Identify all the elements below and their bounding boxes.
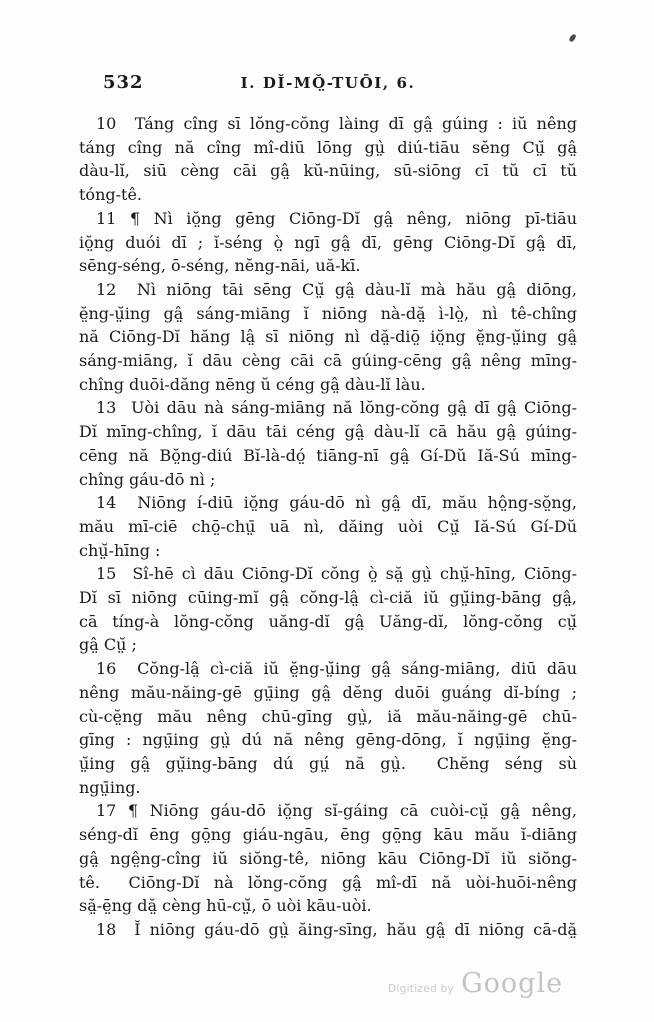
verse-line: ĕ̤ng-ṳ̆ing gâ̤ sáng-miāng ĭ niōng nà-dă̤ ì-lò̤, nì tê-chîng [79,303,577,323]
verse-line: sáng-miāng, ĭ dāu cèng cāi cā gúing-cēng gâ̤ nêng mīng- [79,351,577,371]
verse-line: 17 ¶ Niōng gáu-dō iŏ̤ng sĭ-gáing cā cuòi-cṳ̆ gâ̤ nêng, [96,801,577,821]
verse-line: gâ̤ Cṳ̆ ; [79,635,137,655]
scan-artifact-mark [569,33,577,42]
verse-line: cā tíng-à lŏng-cŏng uăng-dĭ gâ̤ Uăng-dĭ, lŏng-cŏng cṳ̆ [79,611,577,631]
verse [79,207,577,278]
verse [79,918,577,942]
verse-line: să̤-ē̤ng dă̤ cèng hū-cṳ̆, ō uòi kāu-uòi. [79,896,372,916]
verse-line: nêng mău-năing-gē gṳ̄ing gâ̤ dĕng duōi guáng dĭ-bíng ; [79,682,577,702]
verse [79,112,577,207]
verse [79,278,577,397]
verse-line: gīng : ngṳ̄ing gṳ̀ dú nă nêng gēng-dōng, ĭ ngṳ̄ing ĕ̤ng- [79,730,577,750]
page-body [79,112,577,942]
verse-line: séng-dĭ ēng gō̤ng giáu-ngāu, ēng gō̤ng kāu mău ĭ-diāng [79,825,577,845]
verse-line: chîng gáu-dō nì ; [79,469,216,489]
verse-line: 11 ¶ Nì iŏ̤ng gēng Ciōng-Dĭ gâ̤ nêng, niōng pī-tiāu [96,208,577,228]
verse-line: Dĭ sī niōng cūing-mĭ gâ̤ cŏng-lâ̤ cì-ciă iŭ gṳ̆ing-bāng gâ̤, [79,588,577,608]
verse-line: cēng nă Bŏ̤ng-diú Bĭ-là-dó̤ tiāng-nī gâ̤ Gí-Dŭ Iă-Sú mīng- [79,445,577,465]
verse-line: tê. Ciōng-Dĭ nà lŏng-cŏng gâ̤ mî-dī nă uòi-huōi-nêng [79,872,577,892]
verse-line: 14 Niōng í-diū iŏ̤ng gáu-dō nì gâ̤ dī, mău hô̤ng-sŏ̤ng, [96,493,577,513]
verse-line: Dĭ mīng-chîng, ĭ dāu tāi céng gâ̤ dàu-lĭ cā hău gâ̤ gúing- [79,422,577,442]
verse-line: táng cîng nă cîng mî-diū lōng gṳ̀ diú-tiāu sĕng Cṳ̆ gâ̤ [79,137,577,157]
verse-line: gâ̤ ngê̤ng-cîng iŭ siŏng-tê, niōng kāu Ciōng-Dĭ iŭ siŏng- [79,848,577,868]
verse-line: 13 Uòi dāu nà sáng-miāng nă lŏng-cŏng gâ̤ dī gâ̤ Ciōng- [96,398,577,418]
running-header-title: I. DĬ-MŎ̤-TUŌI, 6. [240,74,416,92]
verse-line: nă Ciōng-Dĭ hăng lâ̤ sī niōng nì dă̤-diō̤ iŏ̤ng ĕ̤ng-ṳ̆ing gâ̤ [79,327,577,347]
verse-line: tóng-tê. [79,185,142,205]
verse-line: dàu-lĭ, siū cèng cāi gâ̤ kŭ-nūing, sū-siōng cī tŭ cī tŭ [79,161,577,181]
page-number: 532 [103,72,144,93]
verse-line: 18 Ĭ niōng gáu-dō gṳ̀ ăing-sīng, hău gâ̤ dī niōng cā-dă̤ [96,919,577,939]
page-header [79,72,577,96]
verse [79,799,577,918]
verse-line: chîng duōi-dăng nēng ŭ céng gâ̤ dàu-lĭ làu. [79,374,426,394]
verse-line: sēng-séng, ō-séng, nĕng-nāi, uă-kī. [79,256,361,276]
verse-line: 12 Nì niōng tāi sēng Cṳ̆ gâ̤ dàu-lĭ mà hău gâ̤ diōng, [96,279,577,299]
verse [79,562,577,657]
verse-line: ngṳ̄ing. [79,777,141,797]
verse-line: cù-cĕ̤ng mău nêng chū-gīng gṳ̀, iă mău-năing-gē chū- [79,706,577,726]
verse [79,396,577,491]
verse-line: 10 Táng cîng sī lŏng-cŏng làing dī gâ̤ gúing : iŭ nêng [96,114,577,133]
watermark [388,968,563,999]
verse [79,491,577,562]
verse-line: mău mī-ciē chō̤-chṳ̄ uā nì, dăing uòi Cṳ̆ Iă-Sú Gí-Dŭ [79,516,577,536]
verse-line: 15 Sî-hē cì dāu Ciōng-Dĭ cŏng ò̤ să̤ gṳ̀ chṳ̆-hīng, Ciōng- [96,564,577,584]
google-watermark-logo: Google [461,968,564,999]
watermark-text: Digitized by [388,983,455,995]
verse-line: ṳ̆ing gâ̤ gṳ̆ing-bāng dú gṳ́ nă gṳ̀. Chĕng séng sù [79,753,577,773]
verse-line: 16 Cŏng-lâ̤ cì-ciă iŭ ĕ̤ng-ṳ̆ing gâ̤ sáng-miāng, diū dāu [96,659,577,679]
verse-line: iŏ̤ng duói dī ; ĭ-séng ò̤ ngī gâ̤ dī, gēng Ciōng-Dĭ gâ̤ dī, [79,232,577,252]
verse-line: chṳ̆-hīng : [79,540,161,560]
verse [79,657,577,799]
